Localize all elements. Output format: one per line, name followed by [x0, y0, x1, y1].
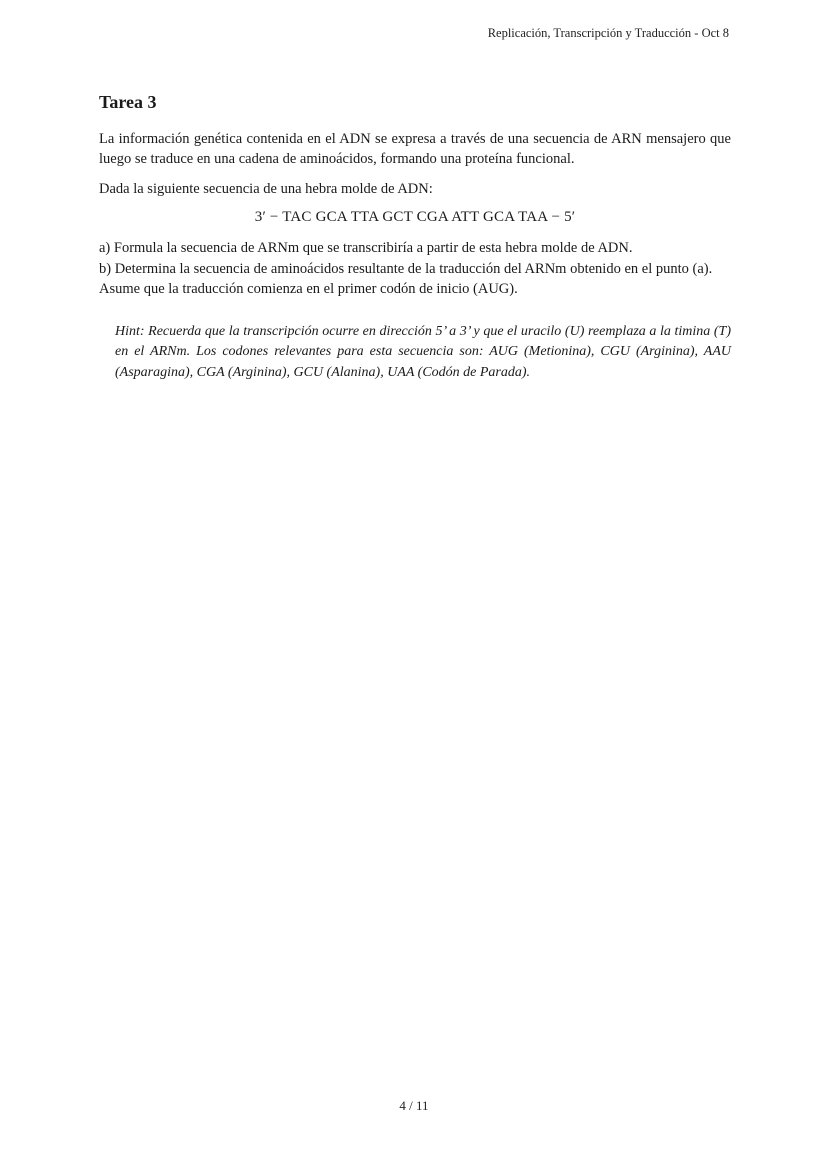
main-content: [99, 92, 731, 383]
dna-sequence: 3′ − TAC GCA TTA GCT CGA ATT GCA TAA − 5′: [254, 209, 576, 225]
question-a: a) Formula la secuencia de ARNm que se transcribiría a partir de esta hebra molde de ADN.: [99, 240, 633, 256]
task-intro: La información genética contenida en el ADN se expresa a través de una secuencia de ARN mensajero que luego se traduce en una cadena de aminoácidos, formando una proteína funcional.: [99, 131, 731, 167]
question-b: b) Determina la secuencia de aminoácidos resultante de la traducción del ARNm obtenido en el punto (a). Asume que la traducción comienza en el primer codón de inicio (AUG).: [99, 260, 713, 297]
page-number: 4 / 11: [399, 1098, 429, 1113]
task-title: Tarea 3: [99, 92, 157, 112]
hint-text: Hint: Recuerda que la transcripción ocurre en dirección 5’ a 3’ y que el uracilo (U) reemplaza a la timina (T) en el ARNm. Los codones relevantes para esta secuencia son: AUG (Metionina), CGU (Arginina), AAU (Asparagina), CGA (Arginina), GCU (Alanina), UAA (Codón de Parada).: [115, 323, 731, 380]
running-header: Replicación, Transcripción y Traducción - Oct 8: [487, 26, 729, 40]
task-prompt: Dada la siguiente secuencia de una hebra molde de ADN:: [99, 181, 433, 197]
